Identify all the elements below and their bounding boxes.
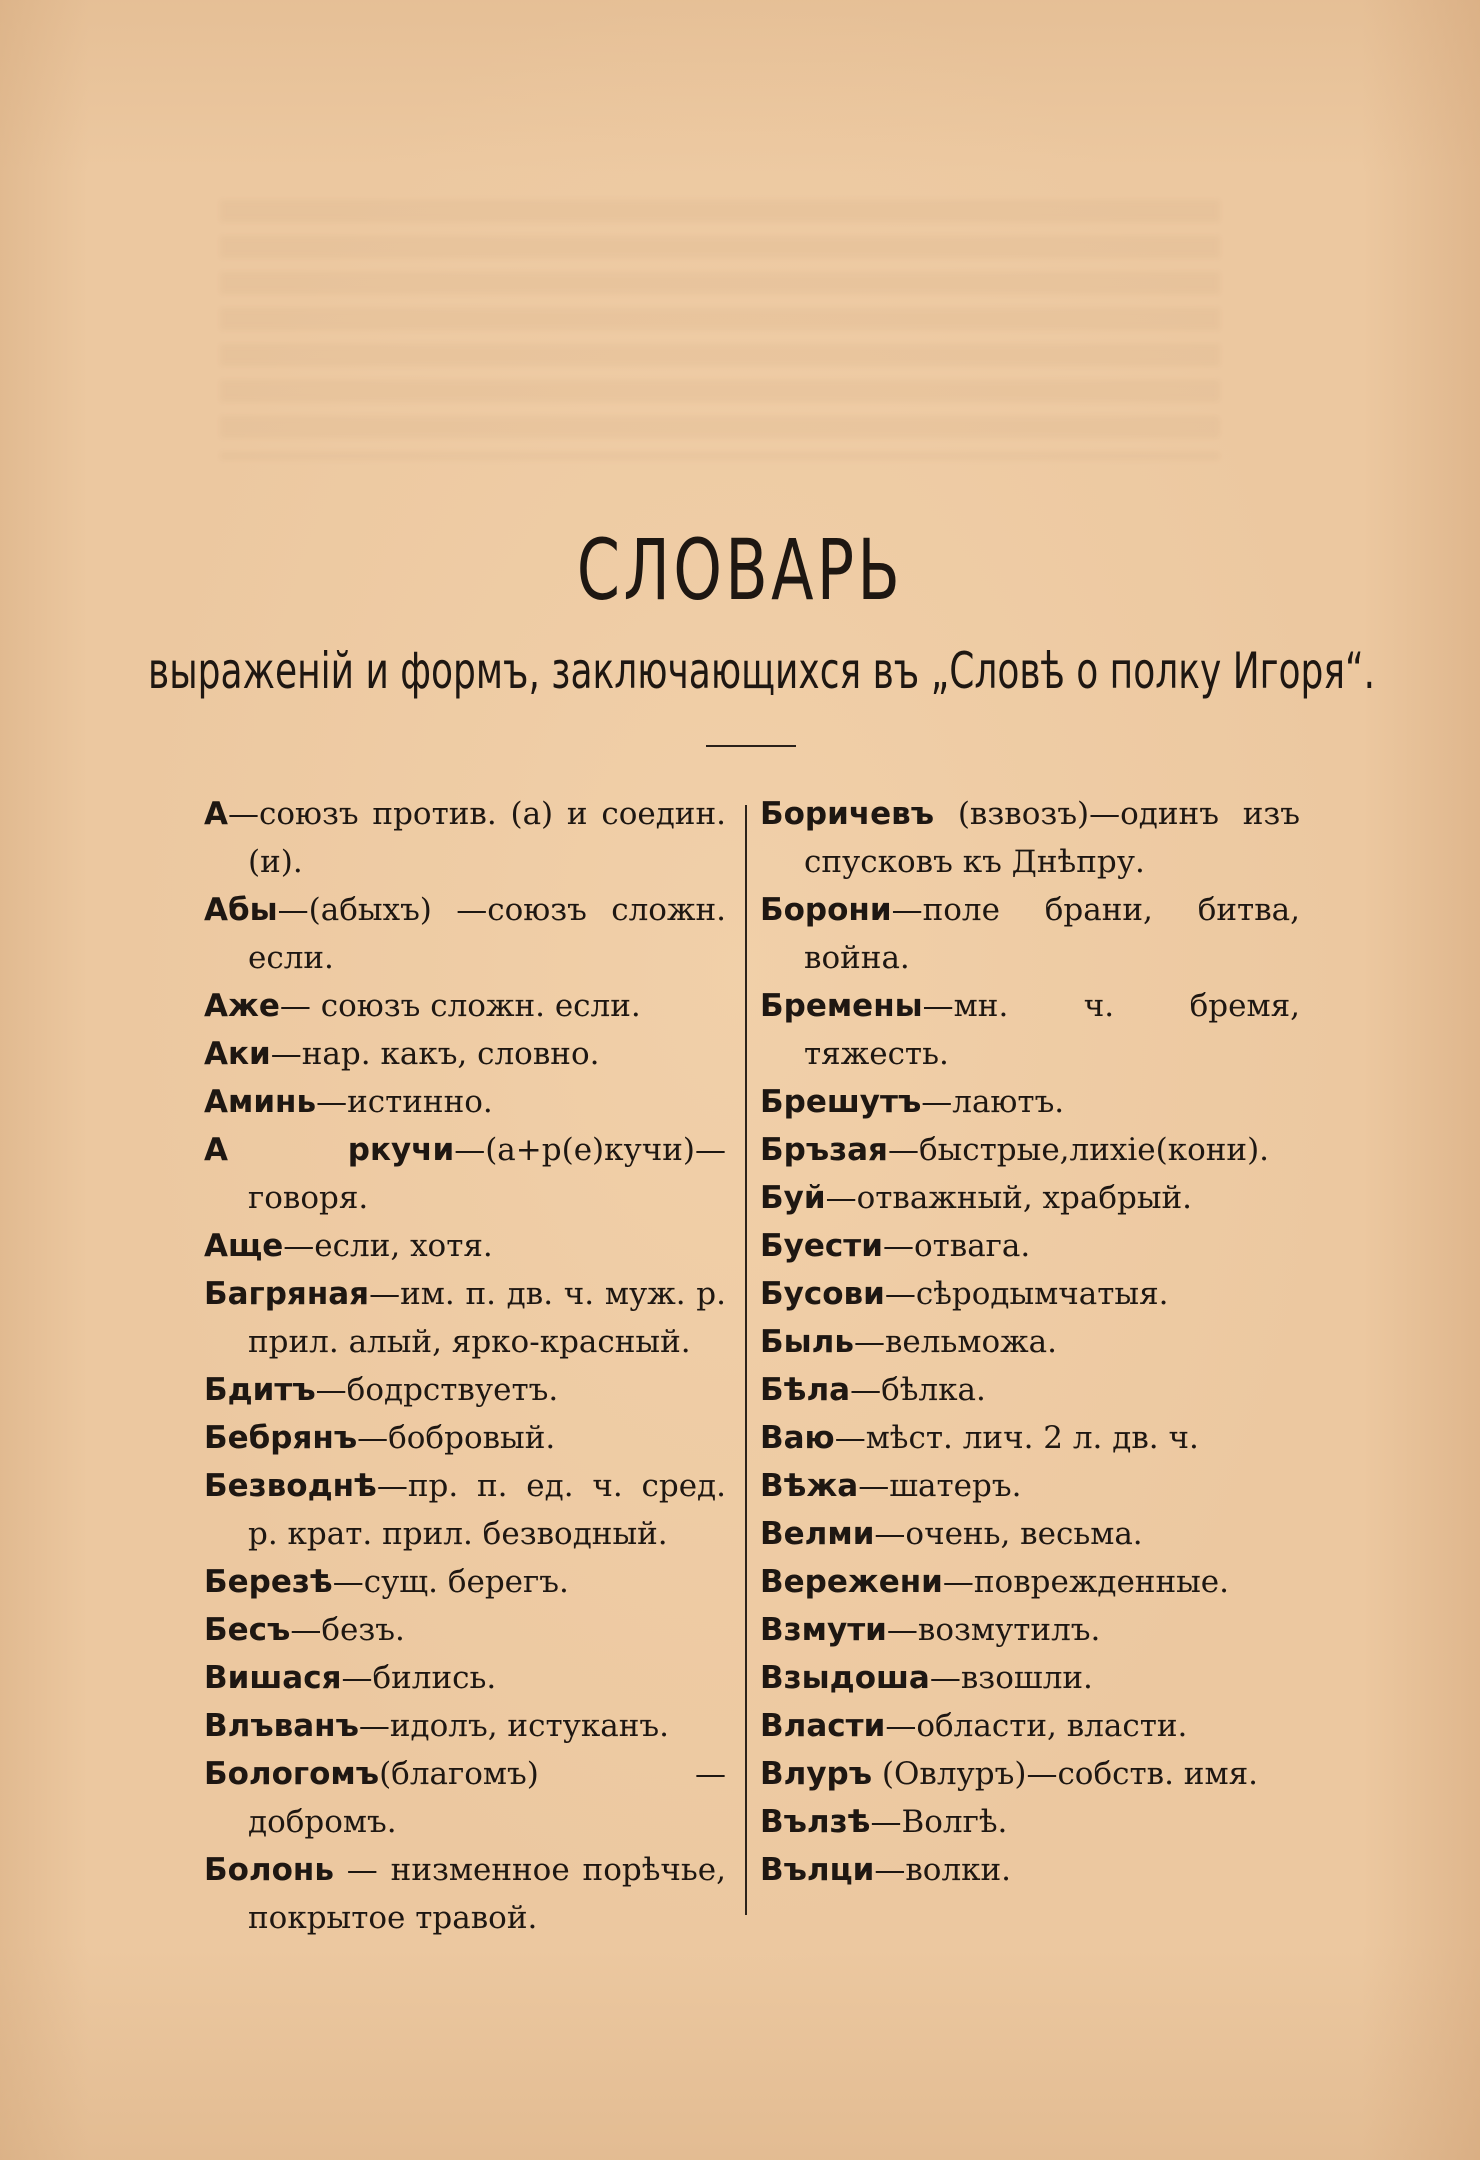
entry-definition: —отвага. <box>882 1228 1031 1264</box>
dictionary-entry <box>204 1606 726 1654</box>
left-column <box>204 790 726 1942</box>
entry-definition: —мѣст. лич. 2 л. дв. ч. <box>834 1420 1199 1456</box>
entry-definition: —возмутилъ. <box>886 1612 1101 1648</box>
entry-definition: —Волгѣ. <box>870 1804 1008 1840</box>
dictionary-entry <box>204 1270 726 1366</box>
entry-definition: —области, власти. <box>885 1708 1188 1744</box>
dictionary-entry <box>204 1462 726 1558</box>
entry-headword: А <box>204 796 228 832</box>
dictionary-entry <box>204 1222 726 1270</box>
entry-headword: Болонь <box>204 1852 334 1888</box>
entry-headword: Вълци <box>760 1852 875 1888</box>
entry-headword: Бесъ <box>204 1612 291 1648</box>
entry-headword: Бремены <box>760 988 923 1024</box>
dictionary-entry <box>204 1366 726 1414</box>
entry-definition: —сѣродымчатыя. <box>884 1276 1169 1312</box>
entry-headword: Борони <box>760 892 892 928</box>
entry-headword: Буй <box>760 1180 826 1216</box>
dictionary-entry <box>760 1654 1300 1702</box>
entry-headword: Березѣ <box>204 1564 333 1600</box>
entry-headword: Боричевъ <box>760 796 935 832</box>
entry-definition: —союзъ против. (а) и соедин. (и). <box>228 796 726 880</box>
entry-definition: —шатеръ. <box>858 1468 1022 1504</box>
entry-headword: Вълзѣ <box>760 1804 871 1840</box>
entry-headword: Аминь <box>204 1084 317 1120</box>
entry-headword: Взмути <box>760 1612 887 1648</box>
entry-definition: —сущ. берегъ. <box>332 1564 569 1600</box>
entry-definition: —быстрые,лихіе(кони). <box>887 1132 1270 1168</box>
entry-definition: —пр. п. ед. ч. сред. р. крат. прил. безводный. <box>248 1468 726 1552</box>
dictionary-entry <box>760 1222 1300 1270</box>
dictionary-entry <box>760 1414 1300 1462</box>
entry-definition: (взвозъ)—одинъ изъ спусковъ къ Днѣпру. <box>804 796 1300 880</box>
dictionary-entry <box>760 1558 1300 1606</box>
entry-definition: — союзъ сложн. если. <box>279 988 641 1024</box>
right-column <box>760 790 1300 1894</box>
entry-definition: —вельможа. <box>853 1324 1057 1360</box>
entry-definition: —поврежденные. <box>942 1564 1230 1600</box>
entry-headword: Бѣла <box>760 1372 851 1408</box>
entry-headword: Аще <box>204 1228 284 1264</box>
dictionary-entry <box>760 1462 1300 1510</box>
dictionary-entry <box>204 982 726 1030</box>
show-through-text <box>220 200 1220 460</box>
entry-headword: Власти <box>760 1708 886 1744</box>
dictionary-entry <box>204 790 726 886</box>
entry-headword: Бусови <box>760 1276 885 1312</box>
entry-definition: —бѣлка. <box>850 1372 986 1408</box>
entry-headword: Быль <box>760 1324 854 1360</box>
entry-headword: Буести <box>760 1228 883 1264</box>
dictionary-entry <box>760 790 1300 886</box>
entry-headword: Вережени <box>760 1564 943 1600</box>
entry-headword: Багряная <box>204 1276 370 1312</box>
column-divider <box>745 805 747 1915</box>
entry-definition: —бодрствуетъ. <box>315 1372 559 1408</box>
entry-definition: —истинно. <box>316 1084 493 1120</box>
entry-definition: —бились. <box>341 1660 497 1696</box>
entry-definition: —(абыхъ) —союзъ сложн. если. <box>248 892 726 976</box>
page-subtitle: выраженій и формъ, заключающихся въ „Словѣ о полку Игоря“. <box>148 642 1376 700</box>
entry-headword: Аже <box>204 988 280 1024</box>
dictionary-entry <box>760 1798 1300 1846</box>
entry-definition: —(а+р(е)кучи)—говоря. <box>248 1132 726 1216</box>
page-title: СЛОВАРЬ <box>576 521 904 619</box>
dictionary-entry <box>204 1030 726 1078</box>
entry-headword: Бебрянъ <box>204 1420 358 1456</box>
entry-headword: Влуръ <box>760 1756 873 1792</box>
dictionary-entry <box>204 1078 726 1126</box>
entry-definition: —отважный, храбрый. <box>825 1180 1193 1216</box>
entry-headword: Брешутъ <box>760 1084 922 1120</box>
dictionary-entry <box>760 1750 1300 1798</box>
dictionary-entry <box>204 886 726 982</box>
entry-headword: Вишася <box>204 1660 342 1696</box>
dictionary-entry <box>204 1558 726 1606</box>
entry-headword: Влъванъ <box>204 1708 359 1744</box>
entry-definition: (благомъ) —добромъ. <box>248 1756 726 1840</box>
entry-definition: —волки. <box>874 1852 1012 1888</box>
entry-headword: А ркучи <box>204 1132 455 1168</box>
dictionary-entry <box>760 1510 1300 1558</box>
dictionary-entry <box>760 1174 1300 1222</box>
dictionary-entry <box>760 982 1300 1078</box>
dictionary-entry <box>204 1414 726 1462</box>
entry-definition: —идолъ, истуканъ. <box>358 1708 669 1744</box>
entry-headword: Бдитъ <box>204 1372 316 1408</box>
entry-headword: Бръзая <box>760 1132 888 1168</box>
entry-definition: —мн. ч. бремя, тяжесть. <box>804 988 1300 1072</box>
dictionary-entry <box>204 1702 726 1750</box>
entry-definition: —очень, весьма. <box>874 1516 1143 1552</box>
dictionary-entry <box>760 1078 1300 1126</box>
entry-headword: Бологомъ <box>204 1756 380 1792</box>
dictionary-entry <box>204 1126 726 1222</box>
entry-definition: —взошли. <box>929 1660 1093 1696</box>
dictionary-entry <box>204 1654 726 1702</box>
dictionary-entry <box>760 1126 1300 1174</box>
entry-definition: —бобровый. <box>357 1420 556 1456</box>
dictionary-entry <box>204 1846 726 1942</box>
dictionary-entry <box>760 1366 1300 1414</box>
entry-headword: Велми <box>760 1516 875 1552</box>
dictionary-entry <box>760 886 1300 982</box>
dictionary-entry <box>760 1702 1300 1750</box>
entry-definition: —безъ. <box>290 1612 405 1648</box>
entry-definition: —нар. какъ, словно. <box>270 1036 600 1072</box>
entry-headword: Абы <box>204 892 278 928</box>
dictionary-entry <box>204 1750 726 1846</box>
entry-definition: (Овлуръ)—собств. имя. <box>872 1756 1258 1792</box>
entry-headword: Взыдоша <box>760 1660 930 1696</box>
entry-headword: Вѣжа <box>760 1468 859 1504</box>
title-rule <box>706 745 796 747</box>
dictionary-entry <box>760 1318 1300 1366</box>
entry-definition: — низменное порѣчье, покрытое травой. <box>248 1852 726 1936</box>
entry-definition: —если, хотя. <box>283 1228 493 1264</box>
entry-definition: —лаютъ. <box>921 1084 1065 1120</box>
dictionary-entry <box>760 1606 1300 1654</box>
entry-definition: —поле брани, битва, война. <box>804 892 1300 976</box>
entry-headword: Ваю <box>760 1420 835 1456</box>
dictionary-entry <box>760 1846 1300 1894</box>
entry-headword: Безводнѣ <box>204 1468 377 1504</box>
entry-headword: Аки <box>204 1036 271 1072</box>
entry-definition: —им. п. дв. ч. муж. р. прил. алый, ярко-красный. <box>248 1276 726 1360</box>
dictionary-entry <box>760 1270 1300 1318</box>
